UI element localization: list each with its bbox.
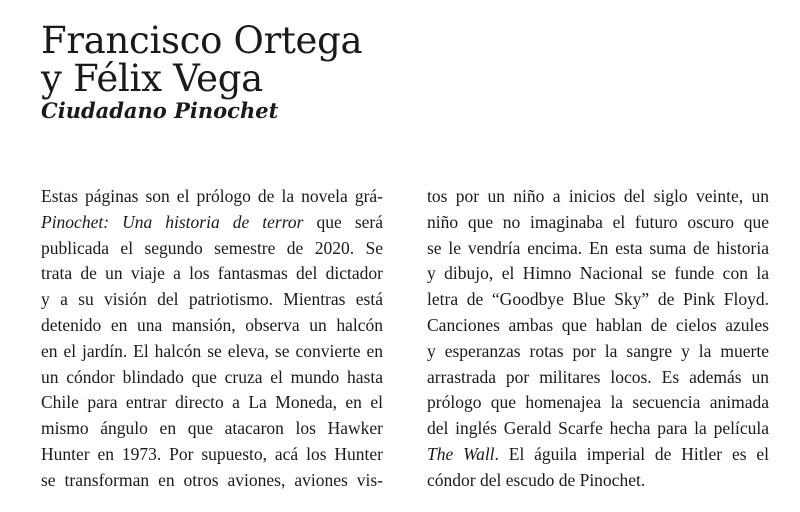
author-names-line-2: y Félix Vega [41,57,263,100]
text-line: trata de un viaje a los fantasmas del dictador [41,263,383,284]
text-line: letra de “Goodbye Blue Sky” de Pink Floyd. [427,289,769,310]
text-line: Canciones ambas que hablan de cielos azules [427,314,769,335]
text-line: se le vendría encima. En esta suma de historia [427,237,769,258]
text-line: detenido en una mansión, observa un halcón [41,314,383,335]
italic-book-title: Pinochet: Una historia de terror [41,211,304,232]
text-line: y a su visión del patriotismo. Mientras está [41,289,383,310]
text-line: tos por un niño a inicios del siglo veinte, un [427,186,769,206]
text-line-rest: que será [303,211,383,232]
left-text-column [41,184,383,494]
book-title: Ciudadano Pinochet [41,98,279,123]
italic-film-title: The Wall [427,443,495,464]
text-line: mismo ángulo en que atacaron los Hawker [41,418,383,439]
text-line: un cóndor blindado que cruza el mundo hasta [41,366,383,387]
text-line: y dibujo, el Himno Nacional se funde con la [427,263,769,284]
text-line-rest: . El águila imperial de Hitler es el [494,443,769,464]
text-line: niño que no imaginaba el futuro oscuro que [427,211,769,232]
text-line: en el jardín. El halcón se eleva, se convierte en [41,340,383,361]
text-line: Chile para entrar directo a La Moneda, en el [41,392,383,413]
text-line: arrastrada por militares locos. Es además un [427,366,769,387]
text-line: Estas páginas son el prólogo de la novela grá- [41,186,383,206]
author-names-line-1: Francisco Ortega [41,19,363,62]
article-header [41,19,761,124]
text-line: del inglés Gerald Scarfe hecha para la película [427,418,769,439]
text-line [427,442,769,468]
text-line: y esperanzas rotas por la sangre y la muerte [427,340,769,361]
text-line [41,210,383,236]
text-line: publicada el segundo semestre de 2020. Se [41,237,383,258]
right-text-column [427,184,769,494]
text-line: cóndor del escudo de Pinochet. [427,469,646,490]
text-line: prólogo que homenajea la secuencia animada [427,392,769,413]
text-line: Hunter en 1973. Por supuesto, acá los Hunter [41,443,383,464]
text-line: se transforman en otros aviones, aviones vis- [41,469,383,490]
